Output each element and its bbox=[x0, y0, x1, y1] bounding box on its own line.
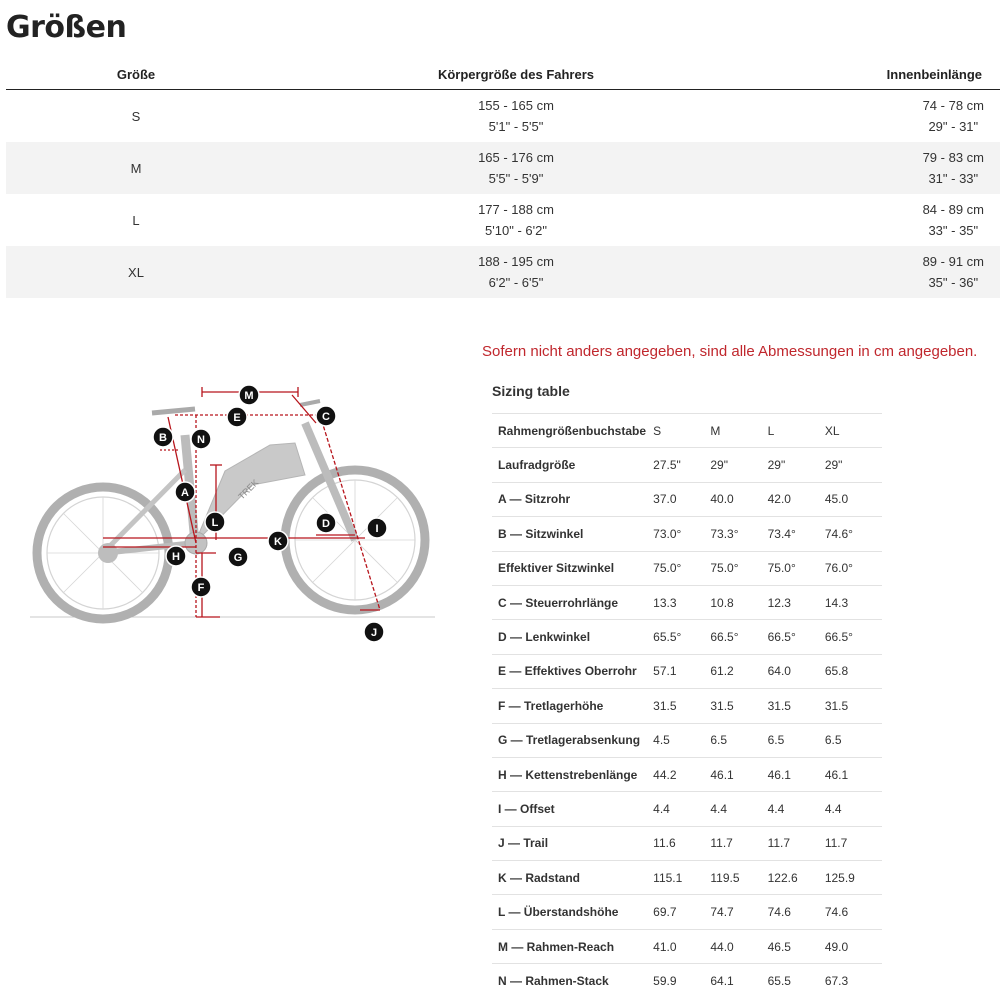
value-xl: 29" bbox=[824, 458, 843, 473]
value-m: M bbox=[710, 423, 721, 438]
badge-letter: M bbox=[244, 390, 254, 402]
value-l: 12.3 bbox=[767, 595, 791, 610]
value-xl: 46.1 bbox=[824, 767, 849, 782]
height-cm: 165 - 176 cm bbox=[478, 150, 554, 165]
rider-height-cell bbox=[266, 147, 766, 189]
measure-label: A — Sitzrohr bbox=[498, 492, 571, 507]
header-rider-height: Körpergröße des Fahrers bbox=[437, 67, 595, 82]
size-cell: L bbox=[132, 212, 140, 228]
value-m: 29" bbox=[710, 458, 728, 473]
value-s: 31.5 bbox=[653, 698, 677, 713]
sizing-table-row bbox=[492, 929, 882, 963]
inseam-in: 35" - 36" bbox=[928, 275, 979, 290]
inseam-cell bbox=[766, 199, 1000, 241]
bike-geometry-diagram bbox=[20, 375, 440, 645]
inseam-cell bbox=[766, 251, 1000, 293]
badge-k bbox=[268, 531, 288, 551]
value-s: 57.1 bbox=[653, 664, 677, 679]
value-s: 65.5° bbox=[653, 630, 682, 645]
value-l: 75.0° bbox=[767, 561, 796, 576]
value-m: 64.1 bbox=[710, 973, 734, 988]
badge-letter: D bbox=[322, 518, 330, 530]
badge-m bbox=[239, 385, 259, 405]
badge-letter: C bbox=[322, 411, 330, 423]
size-cell: XL bbox=[128, 264, 144, 280]
inseam-cell bbox=[766, 147, 1000, 189]
value-xl: 4.4 bbox=[824, 801, 842, 816]
value-s: 37.0 bbox=[653, 492, 677, 507]
bike-illustration bbox=[30, 401, 435, 619]
badge-letter: I bbox=[375, 523, 379, 535]
sizing-table-row bbox=[492, 688, 882, 722]
value-l: 4.4 bbox=[767, 801, 785, 816]
page-title: Größen bbox=[6, 10, 127, 45]
height-ft: 5'1" - 5'5" bbox=[488, 119, 544, 134]
value-s: 4.4 bbox=[653, 801, 670, 816]
measure-label: Rahmengrößenbuchstabe bbox=[498, 423, 647, 438]
value-xl: 45.0 bbox=[824, 492, 849, 507]
badge-g bbox=[228, 547, 248, 567]
value-xl: 74.6° bbox=[824, 526, 853, 541]
value-s: 115.1 bbox=[653, 870, 683, 885]
sizing-table-row bbox=[492, 413, 882, 447]
inseam-cm: 79 - 83 cm bbox=[922, 150, 984, 165]
value-xl: 76.0° bbox=[824, 561, 853, 576]
inseam-cm: 89 - 91 cm bbox=[922, 254, 984, 269]
inseam-in: 29" - 31" bbox=[928, 119, 979, 134]
value-s: 75.0° bbox=[653, 561, 682, 576]
height-ft: 5'5" - 5'9" bbox=[488, 171, 544, 186]
badge-c bbox=[316, 406, 336, 426]
value-m: 10.8 bbox=[710, 595, 734, 610]
value-l: 122.6 bbox=[767, 870, 798, 885]
sizing-table-row bbox=[492, 826, 882, 860]
badge-letter: F bbox=[197, 582, 205, 594]
value-m: 75.0° bbox=[710, 561, 739, 576]
measure-label: H — Kettenstrebenlänge bbox=[498, 767, 638, 782]
rider-height-cell bbox=[266, 95, 766, 137]
height-ft: 6'2" - 6'5" bbox=[488, 275, 544, 290]
value-s: 11.6 bbox=[653, 836, 676, 851]
size-table-row bbox=[6, 194, 1000, 246]
value-m: 40.0 bbox=[710, 492, 734, 507]
sizing-table-title: Sizing table bbox=[492, 383, 570, 399]
sizing-table-row bbox=[492, 447, 882, 481]
value-xl: 67.3 bbox=[824, 973, 849, 988]
badge-b bbox=[153, 427, 173, 447]
sizing-table-row bbox=[492, 723, 882, 757]
value-l: L bbox=[767, 423, 775, 438]
sizing-table-row bbox=[492, 482, 882, 516]
measure-label: K — Radstand bbox=[498, 870, 581, 885]
measure-label: Laufradgröße bbox=[498, 458, 576, 473]
measure-label: I — Offset bbox=[498, 801, 555, 816]
value-s: 59.9 bbox=[653, 973, 677, 988]
sizing-table-row bbox=[492, 894, 882, 928]
sizing-table bbox=[492, 413, 882, 998]
size-table-header bbox=[6, 60, 1000, 90]
value-s: 4.5 bbox=[653, 733, 670, 748]
value-xl: 66.5° bbox=[824, 630, 853, 645]
value-xl: XL bbox=[824, 423, 840, 438]
value-l: 73.4° bbox=[767, 526, 796, 541]
value-l: 74.6 bbox=[767, 905, 791, 920]
value-s: 41.0 bbox=[653, 939, 677, 954]
inseam-cm: 84 - 89 cm bbox=[922, 202, 984, 217]
value-l: 42.0 bbox=[767, 492, 791, 507]
value-l: 46.5 bbox=[767, 939, 791, 954]
value-s: 69.7 bbox=[653, 905, 677, 920]
sizing-table-row bbox=[492, 585, 882, 619]
frame-brand-text: TREK bbox=[236, 477, 261, 502]
badge-letter: J bbox=[370, 627, 378, 639]
value-l: 11.7 bbox=[767, 836, 791, 851]
value-m: 74.7 bbox=[710, 905, 734, 920]
value-m: 119.5 bbox=[710, 870, 740, 885]
measure-label: J — Trail bbox=[498, 836, 549, 851]
badge-e bbox=[227, 407, 247, 427]
badge-f bbox=[191, 577, 211, 597]
badge-a bbox=[175, 482, 195, 502]
size-table-row bbox=[6, 246, 1000, 298]
value-m: 44.0 bbox=[710, 939, 734, 954]
measure-label: F — Tretlagerhöhe bbox=[498, 698, 604, 713]
height-cm: 155 - 165 cm bbox=[478, 98, 554, 113]
badge-letter: G bbox=[233, 552, 243, 564]
sizing-table-row bbox=[492, 619, 882, 653]
measure-label: L — Überstandshöhe bbox=[498, 905, 619, 920]
badge-letter: E bbox=[233, 412, 241, 424]
value-m: 6.5 bbox=[710, 733, 728, 748]
value-s: S bbox=[653, 423, 662, 438]
badge-n bbox=[191, 429, 211, 449]
size-cell: M bbox=[130, 160, 142, 176]
height-cm: 188 - 195 cm bbox=[478, 254, 554, 269]
value-s: 13.3 bbox=[653, 595, 677, 610]
size-table-row bbox=[6, 142, 1000, 194]
measure-label: N — Rahmen-Stack bbox=[498, 973, 609, 988]
badge-letter: A bbox=[181, 487, 189, 499]
size-cell: S bbox=[131, 108, 141, 124]
measure-label: E — Effektives Oberrohr bbox=[498, 664, 637, 679]
value-xl: 14.3 bbox=[824, 595, 849, 610]
inseam-in: 31" - 33" bbox=[928, 171, 979, 186]
sizing-table-row bbox=[492, 791, 882, 825]
value-m: 66.5° bbox=[710, 630, 739, 645]
value-s: 73.0° bbox=[653, 526, 682, 541]
sizing-table-row bbox=[492, 757, 882, 791]
size-table-row bbox=[6, 90, 1000, 142]
measure-label: C — Steuerrohrlänge bbox=[498, 595, 619, 610]
value-l: 66.5° bbox=[767, 630, 796, 645]
size-table bbox=[6, 60, 1000, 298]
value-xl: 125.9 bbox=[824, 870, 855, 885]
badge-letter: K bbox=[274, 536, 282, 548]
header-size: Größe bbox=[116, 67, 156, 82]
height-cm: 177 - 188 cm bbox=[478, 202, 554, 217]
value-m: 31.5 bbox=[710, 698, 734, 713]
inseam-cell bbox=[766, 95, 1000, 137]
value-l: 65.5 bbox=[767, 973, 791, 988]
value-m: 4.4 bbox=[710, 801, 728, 816]
badge-letter: N bbox=[197, 434, 205, 446]
sizing-table-row bbox=[492, 654, 882, 688]
value-xl: 31.5 bbox=[824, 698, 849, 713]
value-l: 6.5 bbox=[767, 733, 785, 748]
value-xl: 6.5 bbox=[824, 733, 842, 748]
value-m: 11.7 bbox=[710, 836, 733, 851]
rider-height-cell bbox=[266, 251, 766, 293]
badge-j bbox=[364, 622, 384, 642]
measure-label: M — Rahmen-Reach bbox=[498, 939, 615, 954]
value-xl: 65.8 bbox=[824, 664, 849, 679]
badge-letter: L bbox=[211, 517, 219, 529]
measure-label: Effektiver Sitzwinkel bbox=[498, 561, 615, 576]
measure-label: G — Tretlagerabsenkung bbox=[498, 733, 641, 748]
badge-letter: H bbox=[172, 551, 180, 563]
value-m: 46.1 bbox=[710, 767, 734, 782]
value-s: 27.5" bbox=[653, 458, 681, 473]
value-m: 73.3° bbox=[710, 526, 739, 541]
value-s: 44.2 bbox=[653, 767, 677, 782]
sizing-table-row bbox=[492, 551, 882, 585]
value-l: 46.1 bbox=[767, 767, 791, 782]
measure-label: B — Sitzwinkel bbox=[498, 526, 584, 541]
sizing-table-row bbox=[492, 516, 882, 550]
inseam-in: 33" - 35" bbox=[928, 223, 979, 238]
sizing-table-row bbox=[492, 860, 882, 894]
badge-l bbox=[205, 512, 225, 532]
sizing-table-row bbox=[492, 963, 882, 997]
badge-i bbox=[367, 518, 387, 538]
measure-label: D — Lenkwinkel bbox=[498, 630, 591, 645]
value-xl: 74.6 bbox=[824, 905, 849, 920]
rider-height-cell bbox=[266, 199, 766, 241]
badge-letter: B bbox=[159, 432, 167, 444]
value-l: 29" bbox=[767, 458, 786, 473]
value-m: 61.2 bbox=[710, 664, 734, 679]
badge-d bbox=[316, 513, 336, 533]
height-ft: 5'10" - 6'2" bbox=[485, 223, 547, 238]
value-xl: 11.7 bbox=[824, 836, 848, 851]
inseam-cm: 74 - 78 cm bbox=[922, 98, 984, 113]
value-l: 31.5 bbox=[767, 698, 791, 713]
units-note: Sofern nicht anders angegeben, sind alle Abmessungen in cm angegeben. bbox=[482, 343, 978, 360]
value-xl: 49.0 bbox=[824, 939, 849, 954]
badge-h bbox=[166, 546, 186, 566]
value-l: 64.0 bbox=[767, 664, 791, 679]
header-inseam: Innenbeinlänge bbox=[886, 67, 982, 82]
